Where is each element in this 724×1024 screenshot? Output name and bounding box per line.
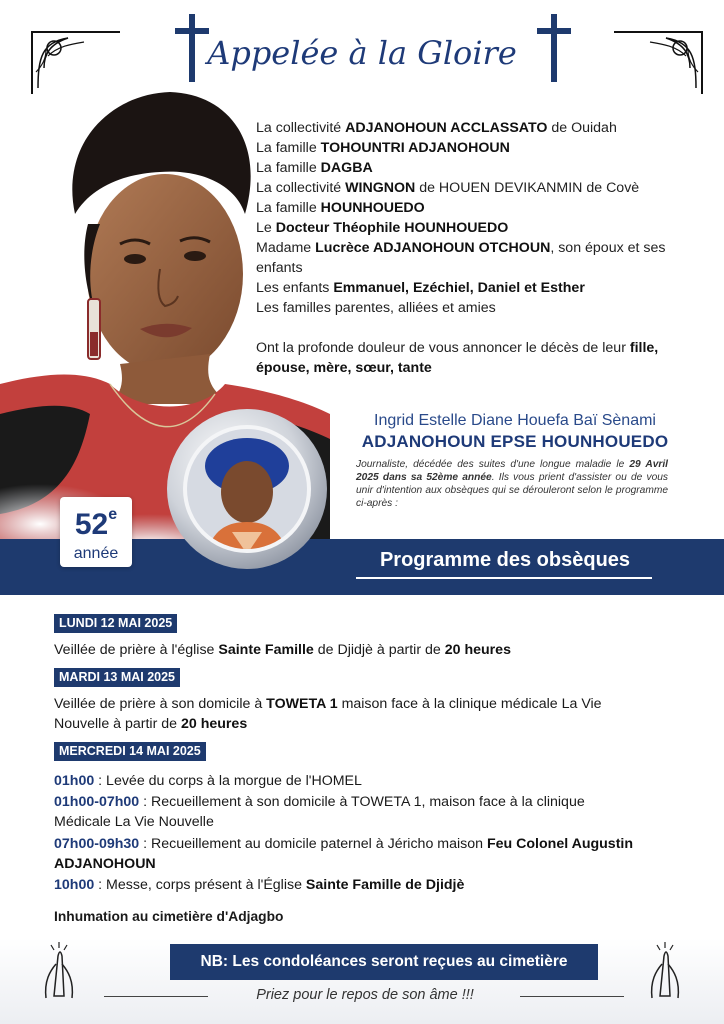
divider: [104, 996, 208, 997]
age-badge: [60, 497, 132, 567]
age-number: 52e: [74, 506, 118, 541]
announce-line: Le Docteur Théophile HOUNHOUEDO: [256, 220, 509, 236]
program-entry: 01h00-07h00 : Recueillement à son domicile à TOWETA 1, maison face à la clinique Médicale La Vie Nouvelle: [54, 794, 585, 830]
deceased-surname: ADJANOHOUN EPSE HOUNHOUEDO: [361, 432, 669, 451]
ornament-corner-icon: [610, 28, 706, 98]
announce-line: Les enfants Emmanuel, Ezéchiel, Daniel et Esther: [256, 280, 585, 296]
day-label: LUNDI 12 MAI 2025: [54, 614, 177, 633]
age-label: année: [73, 545, 119, 562]
deceased-given-names: Ingrid Estelle Diane Houefa Baï Sènami: [374, 412, 656, 429]
praying-hands-icon: [24, 936, 94, 1006]
cross-icon: [537, 14, 571, 82]
program-entry: 10h00 : Messe, corps présent à l'Église Sainte Famille de Djidjè: [54, 877, 465, 893]
announce-line: Les familles parentes, alliées et amies: [256, 300, 496, 316]
divider: [520, 996, 624, 997]
announcement-block: [256, 118, 696, 378]
program-entry: 01h00 : Levée du corps à la morgue de l'HOMEL: [54, 773, 362, 789]
praying-hands-icon: [630, 936, 700, 1006]
program-entry: Veillée de prière à son domicile à TOWETA 1 maison face à la clinique médicale La Vie Nouvelle à partir de 20 heures: [54, 696, 602, 732]
program-title: Programme des obsèques: [379, 549, 631, 571]
program-entry: Veillée de prière à l'église Sainte Famille de Djidjè à partir de 20 heures: [54, 642, 511, 658]
condolences-notice: NB: Les condoléances seront reçues au cimetière: [170, 944, 598, 980]
announce-closing: Ont la profonde douleur de vous annoncer le décès de leur fille, épouse, mère, sœur, tante: [256, 340, 659, 376]
announce-line: Madame Lucrèce ADJANOHOUN OTCHOUN, son époux et ses enfants: [256, 240, 666, 276]
deceased-note: Journaliste, décédée des suites d'une longue maladie le 29 Avril 2025 dans sa 52ème année. Ils vous prient d'assister ou de vous unir d'intention aux obsèques qui se dérouleront selon le programme ci-après :: [356, 459, 668, 509]
day-label: MERCREDI 14 MAI 2025: [54, 742, 206, 761]
announce-line: La collectivité WINGNON de HOUEN DEVIKANMIN de Covè: [256, 180, 640, 196]
day-label: MARDI 13 MAI 2025: [54, 668, 180, 687]
divider: [356, 577, 652, 579]
medallion-photo: [162, 404, 332, 574]
announce-line: La famille TOHOUNTRI ADJANOHOUN: [256, 140, 510, 156]
announce-line: La collectivité ADJANOHOUN ACCLASSATO de Ouidah: [256, 120, 617, 136]
program-entry: 07h00-09h30 : Recueillement au domicile paternel à Jéricho maison Feu Colonel Augustin ADJANOHOUN: [54, 836, 634, 872]
burial-info: Inhumation au cimetière d'Adjagbo: [54, 909, 284, 924]
announce-line: La famille HOUNHOUEDO: [256, 200, 425, 216]
announce-line: La famille DAGBA: [256, 160, 373, 176]
page-title: Appelée à la Gloire: [207, 34, 517, 72]
closing-prayer: Priez pour le repos de son âme !!!: [256, 987, 474, 1003]
